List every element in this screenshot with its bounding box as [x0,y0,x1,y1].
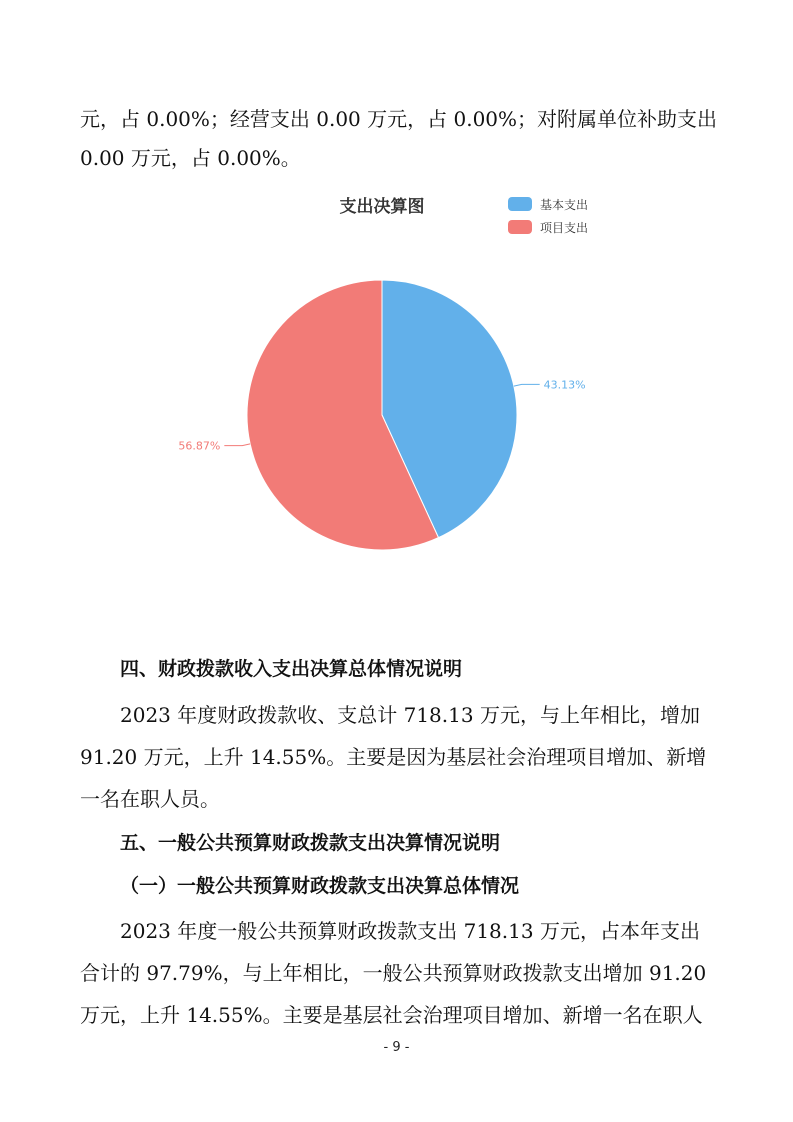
legend-label: 基本支出 [540,198,589,212]
legend-item-2[interactable] [508,220,588,235]
legend-swatch [508,220,532,234]
pie-label-1: 43.13% [543,378,586,392]
chart-title: 支出决算图 [339,197,425,217]
section5-subheading: （一）一般公共预算财政拨款支出决算总体情况 [120,875,520,897]
page-number: - 9 - [383,1040,410,1055]
pie-leader-line-1 [514,384,540,386]
pie-leader-line-2 [224,444,250,446]
legend-label: 项目支出 [540,221,589,235]
legend-swatch [508,197,532,211]
chart-legend [508,197,588,235]
section5-heading: 五、一般公共预算财政拨款支出决算情况说明 [120,832,501,854]
section5-line-1: 2023 年度一般公共预算财政拨款支出 718.13 万元，占本年支出 [120,919,700,943]
section4-line-3: 一名在职人员。 [80,787,220,811]
pie-chart-svg [0,180,793,600]
pie-slices [247,280,517,550]
legend-item-1[interactable] [508,197,588,212]
body-line-2: 0.00 万元，占 0.00%。 [80,146,301,170]
section4-line-1: 2023 年度财政拨款收、支总计 718.13 万元，与上年相比，增加 [120,703,700,727]
section4-heading: 四、财政拨款收入支出决算总体情况说明 [120,658,463,680]
section5-line-3: 万元，上升 14.55%。主要是基层社会治理项目增加、新增一名在职人 [80,1003,703,1027]
expenditure-pie-chart [0,180,793,600]
pie-label-2: 56.87% [178,439,221,453]
section5-line-2: 合计的 97.79%，与上年相比，一般公共预算财政拨款支出增加 91.20 [80,961,707,985]
section4-line-2: 91.20 万元，上升 14.55%。主要是因为基层社会治理项目增加、新增 [80,745,707,769]
body-line-1: 元，占 0.00%；经营支出 0.00 万元，占 0.00%；对附属单位补助支出 [80,107,718,131]
